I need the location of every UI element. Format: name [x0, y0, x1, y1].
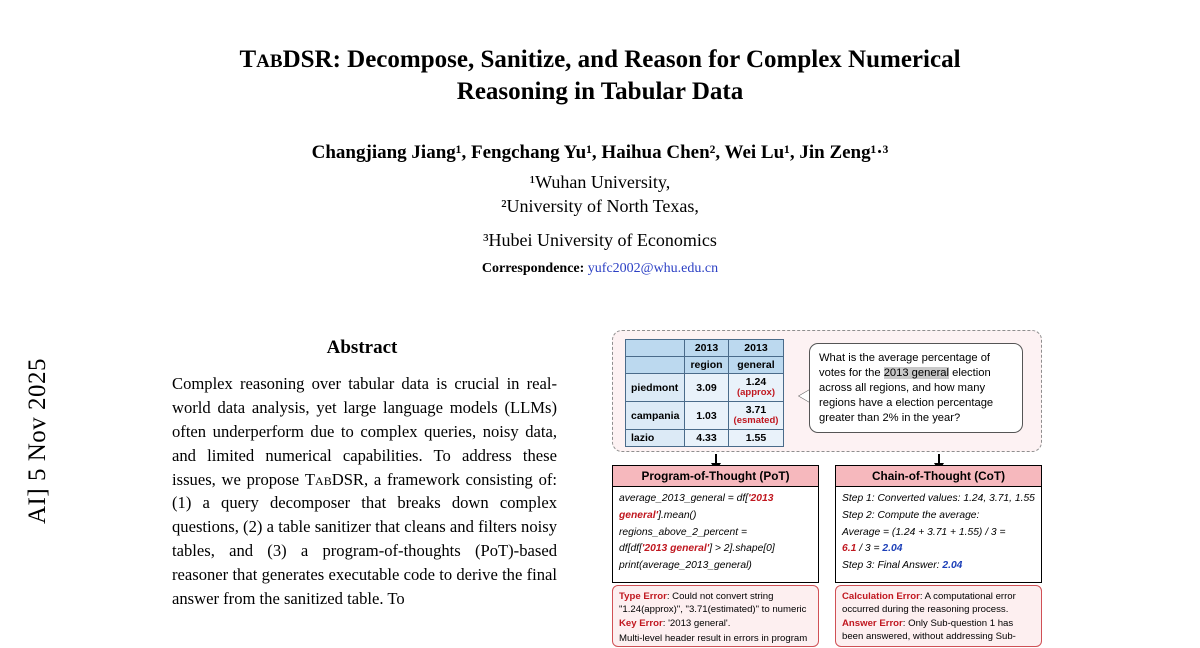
table-row-label: campania [626, 402, 685, 430]
affiliation-2: ²University of North Texas, [501, 196, 699, 216]
teaser-figure [612, 330, 1042, 644]
cot-step-3 [842, 559, 1035, 573]
question-highlight: 2013 general [883, 366, 950, 379]
pot-panel-body [613, 487, 818, 582]
cot-step-2-expr: Average = (1.24 + 3.71 + 1.55) / 3 = [842, 526, 1006, 538]
table-row-label: lazio [626, 430, 685, 447]
cot-sum-value: 6.1 [842, 543, 857, 555]
cot-error-1-label: Calculation Error [842, 591, 920, 602]
pot-error-2-text: : '2013 general'. [662, 618, 731, 630]
pot-line-3c: ] > 2].shape[0] [709, 543, 775, 555]
data-table [625, 339, 784, 447]
cot-error-2 [842, 618, 1035, 643]
cot-error-box [835, 585, 1042, 647]
cot-step-2-a: Step 2: Compute the average: [842, 509, 980, 521]
pot-line-1d: ].mean() [658, 509, 697, 521]
pot-line-3a: df[df[ [619, 543, 642, 555]
pot-error-2-detail: Multi-level header result in errors in program [619, 632, 808, 644]
question-bubble [809, 343, 1023, 433]
table-header-row-1 [626, 340, 784, 357]
table-header-region: region [685, 357, 728, 374]
table-cell-general: 1.55 [728, 430, 784, 447]
question-part-2: election across all regions, and how many regions have a election percentage greater than 2% in the year? [819, 366, 994, 424]
table-corner-cell-2 [626, 357, 685, 374]
cot-error-1-text: : A computational error occurred during the reasoning process. [842, 591, 1016, 615]
abstract-text [172, 372, 557, 611]
cot-final-answer: 2.04 [942, 560, 963, 572]
cot-step-1: Step 1: Converted values: 1.24, 3.71, 1.55 [842, 493, 1035, 504]
pot-error-box [612, 585, 819, 647]
table-header-year-2: 2013 [728, 340, 784, 357]
table-row [626, 374, 784, 402]
cot-step-2-b [842, 526, 1035, 540]
cot-panel [835, 465, 1042, 583]
pot-error-2-label: Key Error [619, 618, 663, 630]
correspondence [150, 261, 1050, 277]
cot-step-2-c [842, 542, 1035, 556]
question-part-1: What is the average percentage of votes for the [819, 352, 991, 379]
table-header-year-1: 2013 [685, 340, 728, 357]
correspondence-email-link[interactable]: yufc2002@whu.edu.cn [587, 261, 719, 276]
input-block [612, 330, 1042, 452]
pot-line-3b: '2013 general' [641, 543, 710, 555]
pot-line-1-cont [619, 509, 812, 523]
title-rest: DSR: Decompose, Sanitize, and Reason for Complex Numerical [282, 46, 961, 73]
pot-line-1a: average_2013_general = df[ [619, 493, 749, 504]
title-line-1 [239, 46, 960, 73]
table-header-row-2 [626, 357, 784, 374]
arrow-to-pot [715, 454, 717, 464]
pot-line-4: print(average_2013_general) [619, 560, 752, 572]
table-cell-general [728, 402, 784, 430]
pot-error-1-text: : Could not convert string "1.24(approx)", "3.71(estimated)" to numeric [619, 591, 807, 615]
pot-panel [612, 465, 819, 583]
pot-line-2: regions_above_2_percent = [619, 526, 747, 538]
page-title [150, 44, 1050, 108]
pot-line-3 [619, 542, 812, 556]
author-list: Changjiang Jiang¹, Fengchang Yu¹, Haihua Chen², Wei Lu¹, Jin Zeng¹·³ [311, 142, 889, 163]
abstract-paragraph: Complex reasoning over tabular data is crucial in real-world data analysis, yet large language models (LLMs) often underperform due to complex queries, noisy data, and limited numerical capabilities. To address these issues, we propose TabDSR, a framework consisting of: (1) a query decomposer that breaks down complex questions, (2) a table sanitizer that cleans and filters noisy tables, and (3) a program-of-thoughts (PoT)-based reasoner that generates executable code to derive the final answer from the sanitized table. To [172, 374, 557, 609]
cot-error-1 [842, 591, 1035, 616]
title-smallcaps: AB [256, 51, 283, 72]
pot-error-1 [619, 591, 812, 616]
pot-line-1b: '2013 [748, 493, 774, 504]
cot-average-value: 2.04 [882, 543, 903, 555]
table-cell-region: 1.03 [685, 402, 728, 430]
cot-error-2-text: : Only Sub-question 1 has been answered, without addressing Sub- [842, 618, 1016, 642]
cot-divider: / 3 = [856, 543, 883, 555]
table-header-general: general [728, 357, 784, 374]
affiliation-1: ¹Wuhan University, [529, 172, 671, 192]
table-row-label: piedmont [626, 374, 685, 402]
correspondence-label: Correspondence: [481, 261, 585, 276]
table-corner-cell [626, 340, 685, 357]
cot-step-3-label: Step 3: Final Answer: [842, 560, 943, 572]
arxiv-stamp: AI] 5 Nov 2025 [24, 357, 51, 524]
pot-line-1c: general' [619, 509, 659, 521]
table-row [626, 430, 784, 447]
table-cell-region: 3.09 [685, 374, 728, 402]
cot-error-2-label: Answer Error [842, 618, 903, 630]
table-cell-general-note: (approx) [736, 387, 775, 399]
table-cell-general-note: (esmated) [733, 415, 779, 427]
cot-panel-title: Chain-of-Thought (CoT) [836, 466, 1041, 487]
table-cell-general [728, 374, 784, 402]
table-cell-general-value: 1.24 [745, 376, 767, 389]
title-line-2: Reasoning in Tabular Data [456, 78, 744, 105]
pot-error-1-label: Type Error [619, 591, 667, 602]
pot-panel-title: Program-of-Thought (PoT) [613, 466, 818, 487]
table-cell-general-value: 3.71 [745, 404, 767, 417]
affiliation-3: ³Hubei University of Economics [483, 230, 717, 250]
table-cell-region: 4.33 [685, 430, 728, 447]
table-row [626, 402, 784, 430]
title-lead-letter: T [239, 46, 257, 73]
cot-panel-body [836, 487, 1041, 582]
pot-line-1 [619, 492, 812, 506]
pot-error-2 [619, 618, 812, 631]
abstract-heading: Abstract [326, 337, 398, 358]
arrow-to-cot [938, 454, 940, 464]
